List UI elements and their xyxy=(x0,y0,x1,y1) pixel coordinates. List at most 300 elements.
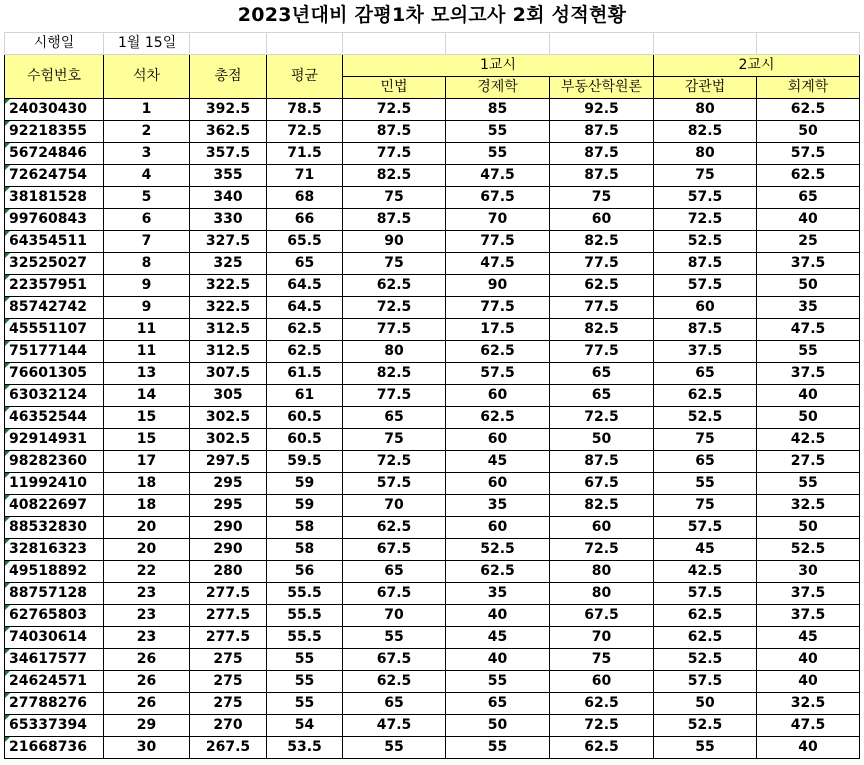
economics-cell[interactable]: 55 xyxy=(446,737,550,759)
accounting-cell[interactable]: 30 xyxy=(757,561,860,583)
accounting-cell[interactable]: 50 xyxy=(757,407,860,429)
average-cell[interactable]: 55.5 xyxy=(267,627,343,649)
exam-number-cell[interactable]: 38181528 xyxy=(5,187,104,209)
total-cell[interactable]: 275 xyxy=(190,693,267,715)
appraisal-law-cell[interactable]: 52.5 xyxy=(654,231,757,253)
accounting-cell[interactable]: 35 xyxy=(757,297,860,319)
average-cell[interactable]: 62.5 xyxy=(267,319,343,341)
rank-cell[interactable]: 22 xyxy=(104,561,190,583)
average-cell[interactable]: 60.5 xyxy=(267,429,343,451)
exam-number-cell[interactable]: 92914931 xyxy=(5,429,104,451)
total-cell[interactable]: 362.5 xyxy=(190,121,267,143)
accounting-cell[interactable]: 45 xyxy=(757,627,860,649)
real-estate-cell[interactable]: 62.5 xyxy=(550,737,654,759)
exam-number-cell[interactable]: 72624754 xyxy=(5,165,104,187)
average-cell[interactable]: 65 xyxy=(267,253,343,275)
appraisal-law-cell[interactable]: 60 xyxy=(654,297,757,319)
accounting-cell[interactable]: 40 xyxy=(757,737,860,759)
appraisal-law-cell[interactable]: 52.5 xyxy=(654,715,757,737)
economics-cell[interactable]: 77.5 xyxy=(446,231,550,253)
economics-cell[interactable]: 35 xyxy=(446,583,550,605)
real-estate-cell[interactable]: 80 xyxy=(550,583,654,605)
exam-number-cell[interactable]: 64354511 xyxy=(5,231,104,253)
accounting-cell[interactable]: 50 xyxy=(757,275,860,297)
real-estate-cell[interactable]: 65 xyxy=(550,363,654,385)
civil-law-cell[interactable]: 62.5 xyxy=(343,275,446,297)
average-cell[interactable]: 55 xyxy=(267,693,343,715)
header-period-1[interactable]: 1교시 xyxy=(343,55,654,77)
total-cell[interactable]: 275 xyxy=(190,671,267,693)
header-exam-number[interactable]: 수험번호 xyxy=(5,55,104,99)
appraisal-law-cell[interactable]: 57.5 xyxy=(654,583,757,605)
civil-law-cell[interactable]: 57.5 xyxy=(343,473,446,495)
average-cell[interactable]: 64.5 xyxy=(267,275,343,297)
exam-number-cell[interactable]: 65337394 xyxy=(5,715,104,737)
rank-cell[interactable]: 26 xyxy=(104,671,190,693)
exam-number-cell[interactable]: 92218355 xyxy=(5,121,104,143)
total-cell[interactable]: 322.5 xyxy=(190,275,267,297)
sheet-title: 2023년대비 감평1차 모의고사 2회 성적현황 xyxy=(237,4,627,26)
total-cell[interactable]: 290 xyxy=(190,517,267,539)
economics-cell[interactable]: 90 xyxy=(446,275,550,297)
empty-cell[interactable] xyxy=(757,33,860,55)
total-cell[interactable]: 322.5 xyxy=(190,297,267,319)
average-cell[interactable]: 55.5 xyxy=(267,605,343,627)
real-estate-cell[interactable]: 75 xyxy=(550,649,654,671)
exam-number-cell[interactable]: 56724846 xyxy=(5,143,104,165)
accounting-cell[interactable]: 25 xyxy=(757,231,860,253)
real-estate-cell[interactable]: 60 xyxy=(550,209,654,231)
accounting-cell[interactable]: 27.5 xyxy=(757,451,860,473)
accounting-cell[interactable]: 50 xyxy=(757,121,860,143)
exam-number-cell[interactable]: 21668736 xyxy=(5,737,104,759)
average-cell[interactable]: 64.5 xyxy=(267,297,343,319)
rank-cell[interactable]: 18 xyxy=(104,473,190,495)
accounting-cell[interactable]: 42.5 xyxy=(757,429,860,451)
civil-law-cell[interactable]: 70 xyxy=(343,605,446,627)
real-estate-cell[interactable]: 62.5 xyxy=(550,693,654,715)
real-estate-cell[interactable]: 87.5 xyxy=(550,451,654,473)
total-cell[interactable]: 267.5 xyxy=(190,737,267,759)
appraisal-law-cell[interactable]: 57.5 xyxy=(654,187,757,209)
accounting-cell[interactable]: 57.5 xyxy=(757,143,860,165)
exam-number-cell[interactable]: 63032124 xyxy=(5,385,104,407)
accounting-cell[interactable]: 52.5 xyxy=(757,539,860,561)
total-cell[interactable]: 307.5 xyxy=(190,363,267,385)
rank-cell[interactable]: 23 xyxy=(104,627,190,649)
rank-cell[interactable]: 6 xyxy=(104,209,190,231)
real-estate-cell[interactable]: 82.5 xyxy=(550,319,654,341)
appraisal-law-cell[interactable]: 75 xyxy=(654,495,757,517)
real-estate-cell[interactable]: 77.5 xyxy=(550,341,654,363)
total-cell[interactable]: 305 xyxy=(190,385,267,407)
appraisal-law-cell[interactable]: 45 xyxy=(654,539,757,561)
table-row xyxy=(5,539,860,561)
average-cell[interactable]: 58 xyxy=(267,539,343,561)
economics-cell[interactable]: 62.5 xyxy=(446,407,550,429)
accounting-cell[interactable]: 62.5 xyxy=(757,165,860,187)
total-cell[interactable]: 392.5 xyxy=(190,99,267,121)
economics-cell[interactable]: 55 xyxy=(446,671,550,693)
rank-cell[interactable]: 9 xyxy=(104,297,190,319)
real-estate-cell[interactable]: 87.5 xyxy=(550,121,654,143)
accounting-cell[interactable]: 55 xyxy=(757,341,860,363)
rank-cell[interactable]: 23 xyxy=(104,583,190,605)
civil-law-cell[interactable]: 75 xyxy=(343,429,446,451)
header-subject-economics[interactable]: 경제학 xyxy=(446,77,550,99)
average-cell[interactable]: 59.5 xyxy=(267,451,343,473)
real-estate-cell[interactable]: 60 xyxy=(550,671,654,693)
accounting-cell[interactable]: 32.5 xyxy=(757,693,860,715)
economics-cell[interactable]: 47.5 xyxy=(446,165,550,187)
appraisal-law-cell[interactable]: 65 xyxy=(654,363,757,385)
civil-law-cell[interactable]: 67.5 xyxy=(343,583,446,605)
accounting-cell[interactable]: 50 xyxy=(757,517,860,539)
total-cell[interactable]: 277.5 xyxy=(190,583,267,605)
rank-cell[interactable]: 18 xyxy=(104,495,190,517)
appraisal-law-cell[interactable]: 55 xyxy=(654,473,757,495)
table-row xyxy=(5,341,860,363)
appraisal-law-cell[interactable]: 80 xyxy=(654,99,757,121)
civil-law-cell[interactable]: 62.5 xyxy=(343,671,446,693)
empty-cell[interactable] xyxy=(654,33,757,55)
exam-number-cell[interactable]: 32816323 xyxy=(5,539,104,561)
real-estate-cell[interactable]: 50 xyxy=(550,429,654,451)
appraisal-law-cell[interactable]: 52.5 xyxy=(654,649,757,671)
average-cell[interactable]: 55 xyxy=(267,649,343,671)
civil-law-cell[interactable]: 75 xyxy=(343,253,446,275)
civil-law-cell[interactable]: 65 xyxy=(343,693,446,715)
average-cell[interactable]: 58 xyxy=(267,517,343,539)
civil-law-cell[interactable]: 77.5 xyxy=(343,385,446,407)
economics-cell[interactable]: 52.5 xyxy=(446,539,550,561)
average-cell[interactable]: 55 xyxy=(267,671,343,693)
rank-cell[interactable]: 13 xyxy=(104,363,190,385)
rank-cell[interactable]: 20 xyxy=(104,517,190,539)
empty-cell[interactable] xyxy=(343,33,446,55)
total-cell[interactable]: 357.5 xyxy=(190,143,267,165)
appraisal-law-cell[interactable]: 62.5 xyxy=(654,627,757,649)
real-estate-cell[interactable]: 72.5 xyxy=(550,539,654,561)
total-cell[interactable]: 270 xyxy=(190,715,267,737)
appraisal-law-cell[interactable]: 52.5 xyxy=(654,407,757,429)
civil-law-cell[interactable]: 72.5 xyxy=(343,99,446,121)
civil-law-cell[interactable]: 80 xyxy=(343,341,446,363)
civil-law-cell[interactable]: 47.5 xyxy=(343,715,446,737)
rank-cell[interactable]: 4 xyxy=(104,165,190,187)
civil-law-cell[interactable]: 55 xyxy=(343,627,446,649)
economics-cell[interactable]: 60 xyxy=(446,517,550,539)
real-estate-cell[interactable]: 65 xyxy=(550,385,654,407)
total-cell[interactable]: 290 xyxy=(190,539,267,561)
exam-number-cell[interactable]: 24030430 xyxy=(5,99,104,121)
real-estate-cell[interactable]: 77.5 xyxy=(550,297,654,319)
economics-cell[interactable]: 85 xyxy=(446,99,550,121)
exam-number-cell[interactable]: 11992410 xyxy=(5,473,104,495)
real-estate-cell[interactable]: 77.5 xyxy=(550,253,654,275)
accounting-cell[interactable]: 40 xyxy=(757,649,860,671)
table-row xyxy=(5,671,860,693)
average-cell[interactable]: 66 xyxy=(267,209,343,231)
total-cell[interactable]: 302.5 xyxy=(190,429,267,451)
appraisal-law-cell[interactable]: 65 xyxy=(654,451,757,473)
appraisal-law-cell[interactable]: 72.5 xyxy=(654,209,757,231)
total-cell[interactable]: 280 xyxy=(190,561,267,583)
header-subject-civil-law[interactable]: 민법 xyxy=(343,77,446,99)
header-subject-real-estate[interactable]: 부동산학원론 xyxy=(550,77,654,99)
real-estate-cell[interactable]: 92.5 xyxy=(550,99,654,121)
total-cell[interactable]: 340 xyxy=(190,187,267,209)
exam-number-cell[interactable]: 88757128 xyxy=(5,583,104,605)
real-estate-cell[interactable]: 67.5 xyxy=(550,473,654,495)
total-cell[interactable]: 295 xyxy=(190,473,267,495)
table-row xyxy=(5,209,860,231)
real-estate-cell[interactable]: 82.5 xyxy=(550,231,654,253)
total-cell[interactable]: 297.5 xyxy=(190,451,267,473)
rank-cell[interactable]: 29 xyxy=(104,715,190,737)
table-row xyxy=(5,143,860,165)
exam-number-cell[interactable]: 32525027 xyxy=(5,253,104,275)
header-average[interactable]: 평균 xyxy=(267,55,343,99)
accounting-cell[interactable]: 47.5 xyxy=(757,715,860,737)
accounting-cell[interactable]: 40 xyxy=(757,385,860,407)
economics-cell[interactable]: 45 xyxy=(446,451,550,473)
appraisal-law-cell[interactable]: 57.5 xyxy=(654,671,757,693)
real-estate-cell[interactable]: 60 xyxy=(550,517,654,539)
real-estate-cell[interactable]: 70 xyxy=(550,627,654,649)
empty-cell[interactable] xyxy=(190,33,267,55)
economics-cell[interactable]: 60 xyxy=(446,473,550,495)
accounting-cell[interactable]: 62.5 xyxy=(757,99,860,121)
civil-law-cell[interactable]: 77.5 xyxy=(343,143,446,165)
accounting-cell[interactable]: 65 xyxy=(757,187,860,209)
appraisal-law-cell[interactable]: 75 xyxy=(654,429,757,451)
real-estate-cell[interactable]: 87.5 xyxy=(550,165,654,187)
civil-law-cell[interactable]: 77.5 xyxy=(343,319,446,341)
exam-number-cell[interactable]: 75177144 xyxy=(5,341,104,363)
rank-cell[interactable]: 7 xyxy=(104,231,190,253)
header-rank[interactable]: 석차 xyxy=(104,55,190,99)
rank-cell[interactable]: 17 xyxy=(104,451,190,473)
real-estate-cell[interactable]: 67.5 xyxy=(550,605,654,627)
header-subject-accounting[interactable]: 회계학 xyxy=(757,77,860,99)
civil-law-cell[interactable]: 65 xyxy=(343,407,446,429)
exam-date-value[interactable]: 1월 15일 xyxy=(104,33,190,55)
appraisal-law-cell[interactable]: 55 xyxy=(654,737,757,759)
civil-law-cell[interactable]: 75 xyxy=(343,187,446,209)
total-cell[interactable]: 295 xyxy=(190,495,267,517)
real-estate-cell[interactable]: 75 xyxy=(550,187,654,209)
economics-cell[interactable]: 50 xyxy=(446,715,550,737)
accounting-cell[interactable]: 37.5 xyxy=(757,605,860,627)
economics-cell[interactable]: 67.5 xyxy=(446,187,550,209)
appraisal-law-cell[interactable]: 62.5 xyxy=(654,385,757,407)
economics-cell[interactable]: 57.5 xyxy=(446,363,550,385)
civil-law-cell[interactable]: 72.5 xyxy=(343,451,446,473)
civil-law-cell[interactable]: 67.5 xyxy=(343,539,446,561)
rank-cell[interactable]: 26 xyxy=(104,693,190,715)
real-estate-cell[interactable]: 72.5 xyxy=(550,715,654,737)
rank-cell[interactable]: 1 xyxy=(104,99,190,121)
exam-number-cell[interactable]: 49518892 xyxy=(5,561,104,583)
exam-number-cell[interactable]: 99760843 xyxy=(5,209,104,231)
economics-cell[interactable]: 70 xyxy=(446,209,550,231)
civil-law-cell[interactable]: 65 xyxy=(343,561,446,583)
rank-cell[interactable]: 15 xyxy=(104,429,190,451)
average-cell[interactable]: 62.5 xyxy=(267,341,343,363)
economics-cell[interactable]: 77.5 xyxy=(446,297,550,319)
rank-cell[interactable]: 2 xyxy=(104,121,190,143)
accounting-cell[interactable]: 37.5 xyxy=(757,583,860,605)
civil-law-cell[interactable]: 82.5 xyxy=(343,165,446,187)
total-cell[interactable]: 355 xyxy=(190,165,267,187)
average-cell[interactable]: 59 xyxy=(267,473,343,495)
real-estate-cell[interactable]: 62.5 xyxy=(550,275,654,297)
civil-law-cell[interactable]: 82.5 xyxy=(343,363,446,385)
average-cell[interactable]: 60.5 xyxy=(267,407,343,429)
economics-cell[interactable]: 45 xyxy=(446,627,550,649)
info-row xyxy=(5,33,860,55)
rank-cell[interactable]: 20 xyxy=(104,539,190,561)
rank-cell[interactable]: 11 xyxy=(104,319,190,341)
exam-number-cell[interactable]: 98282360 xyxy=(5,451,104,473)
rank-cell[interactable]: 23 xyxy=(104,605,190,627)
civil-law-cell[interactable]: 55 xyxy=(343,737,446,759)
rank-cell[interactable]: 9 xyxy=(104,275,190,297)
exam-number-cell[interactable]: 22357951 xyxy=(5,275,104,297)
total-cell[interactable]: 330 xyxy=(190,209,267,231)
table-row xyxy=(5,99,860,121)
exam-number-cell[interactable]: 27788276 xyxy=(5,693,104,715)
exam-date-label[interactable]: 시행일 xyxy=(5,33,104,55)
average-cell[interactable]: 78.5 xyxy=(267,99,343,121)
average-cell[interactable]: 59 xyxy=(267,495,343,517)
rank-cell[interactable]: 15 xyxy=(104,407,190,429)
economics-cell[interactable]: 35 xyxy=(446,495,550,517)
average-cell[interactable]: 54 xyxy=(267,715,343,737)
rank-cell[interactable]: 3 xyxy=(104,143,190,165)
rank-cell[interactable]: 8 xyxy=(104,253,190,275)
civil-law-cell[interactable]: 72.5 xyxy=(343,297,446,319)
average-cell[interactable]: 53.5 xyxy=(267,737,343,759)
appraisal-law-cell[interactable]: 87.5 xyxy=(654,319,757,341)
exam-number-cell[interactable]: 24624571 xyxy=(5,671,104,693)
appraisal-law-cell[interactable]: 42.5 xyxy=(654,561,757,583)
exam-number-cell[interactable]: 76601305 xyxy=(5,363,104,385)
header-subject-appraisal-law[interactable]: 감관법 xyxy=(654,77,757,99)
civil-law-cell[interactable]: 67.5 xyxy=(343,649,446,671)
civil-law-cell[interactable]: 62.5 xyxy=(343,517,446,539)
appraisal-law-cell[interactable]: 57.5 xyxy=(654,517,757,539)
civil-law-cell[interactable]: 87.5 xyxy=(343,209,446,231)
real-estate-cell[interactable]: 87.5 xyxy=(550,143,654,165)
total-cell[interactable]: 277.5 xyxy=(190,605,267,627)
rank-cell[interactable]: 26 xyxy=(104,649,190,671)
real-estate-cell[interactable]: 72.5 xyxy=(550,407,654,429)
header-total[interactable]: 총점 xyxy=(190,55,267,99)
average-cell[interactable]: 71.5 xyxy=(267,143,343,165)
total-cell[interactable]: 277.5 xyxy=(190,627,267,649)
appraisal-law-cell[interactable]: 82.5 xyxy=(654,121,757,143)
appraisal-law-cell[interactable]: 75 xyxy=(654,165,757,187)
total-cell[interactable]: 327.5 xyxy=(190,231,267,253)
exam-number-cell[interactable]: 46352544 xyxy=(5,407,104,429)
real-estate-cell[interactable]: 82.5 xyxy=(550,495,654,517)
average-cell[interactable]: 61.5 xyxy=(267,363,343,385)
accounting-cell[interactable]: 47.5 xyxy=(757,319,860,341)
header-period-2[interactable]: 2교시 xyxy=(654,55,860,77)
accounting-cell[interactable]: 32.5 xyxy=(757,495,860,517)
accounting-cell[interactable]: 37.5 xyxy=(757,253,860,275)
economics-cell[interactable]: 62.5 xyxy=(446,561,550,583)
total-cell[interactable]: 302.5 xyxy=(190,407,267,429)
appraisal-law-cell[interactable]: 50 xyxy=(654,693,757,715)
table-row xyxy=(5,627,860,649)
rank-cell[interactable]: 11 xyxy=(104,341,190,363)
exam-number-cell[interactable]: 74030614 xyxy=(5,627,104,649)
exam-number-cell[interactable]: 40822697 xyxy=(5,495,104,517)
average-cell[interactable]: 61 xyxy=(267,385,343,407)
accounting-cell[interactable]: 40 xyxy=(757,209,860,231)
economics-cell[interactable]: 65 xyxy=(446,693,550,715)
average-cell[interactable]: 71 xyxy=(267,165,343,187)
rank-cell[interactable]: 5 xyxy=(104,187,190,209)
civil-law-cell[interactable]: 70 xyxy=(343,495,446,517)
appraisal-law-cell[interactable]: 37.5 xyxy=(654,341,757,363)
accounting-cell[interactable]: 55 xyxy=(757,473,860,495)
appraisal-law-cell[interactable]: 87.5 xyxy=(654,253,757,275)
civil-law-cell[interactable]: 87.5 xyxy=(343,121,446,143)
economics-cell[interactable]: 40 xyxy=(446,649,550,671)
average-cell[interactable]: 55.5 xyxy=(267,583,343,605)
real-estate-cell[interactable]: 80 xyxy=(550,561,654,583)
economics-cell[interactable]: 55 xyxy=(446,121,550,143)
exam-number-cell[interactable]: 34617577 xyxy=(5,649,104,671)
accounting-cell[interactable]: 40 xyxy=(757,671,860,693)
empty-cell[interactable] xyxy=(550,33,654,55)
table-row xyxy=(5,429,860,451)
total-cell[interactable]: 312.5 xyxy=(190,341,267,363)
economics-cell[interactable]: 60 xyxy=(446,385,550,407)
empty-cell[interactable] xyxy=(267,33,343,55)
rank-cell[interactable]: 30 xyxy=(104,737,190,759)
appraisal-law-cell[interactable]: 80 xyxy=(654,143,757,165)
economics-cell[interactable]: 17.5 xyxy=(446,319,550,341)
total-cell[interactable]: 312.5 xyxy=(190,319,267,341)
exam-number-cell[interactable]: 88532830 xyxy=(5,517,104,539)
total-cell[interactable]: 325 xyxy=(190,253,267,275)
exam-number-cell[interactable]: 62765803 xyxy=(5,605,104,627)
average-cell[interactable]: 65.5 xyxy=(267,231,343,253)
economics-cell[interactable]: 55 xyxy=(446,143,550,165)
average-cell[interactable]: 68 xyxy=(267,187,343,209)
economics-cell[interactable]: 40 xyxy=(446,605,550,627)
average-cell[interactable]: 56 xyxy=(267,561,343,583)
appraisal-law-cell[interactable]: 57.5 xyxy=(654,275,757,297)
empty-cell[interactable] xyxy=(446,33,550,55)
total-cell[interactable]: 275 xyxy=(190,649,267,671)
rank-cell[interactable]: 14 xyxy=(104,385,190,407)
economics-cell[interactable]: 60 xyxy=(446,429,550,451)
accounting-cell[interactable]: 37.5 xyxy=(757,363,860,385)
exam-number-cell[interactable]: 45551107 xyxy=(5,319,104,341)
economics-cell[interactable]: 47.5 xyxy=(446,253,550,275)
average-cell[interactable]: 72.5 xyxy=(267,121,343,143)
civil-law-cell[interactable]: 90 xyxy=(343,231,446,253)
economics-cell[interactable]: 62.5 xyxy=(446,341,550,363)
exam-number-cell[interactable]: 85742742 xyxy=(5,297,104,319)
appraisal-law-cell[interactable]: 62.5 xyxy=(654,605,757,627)
